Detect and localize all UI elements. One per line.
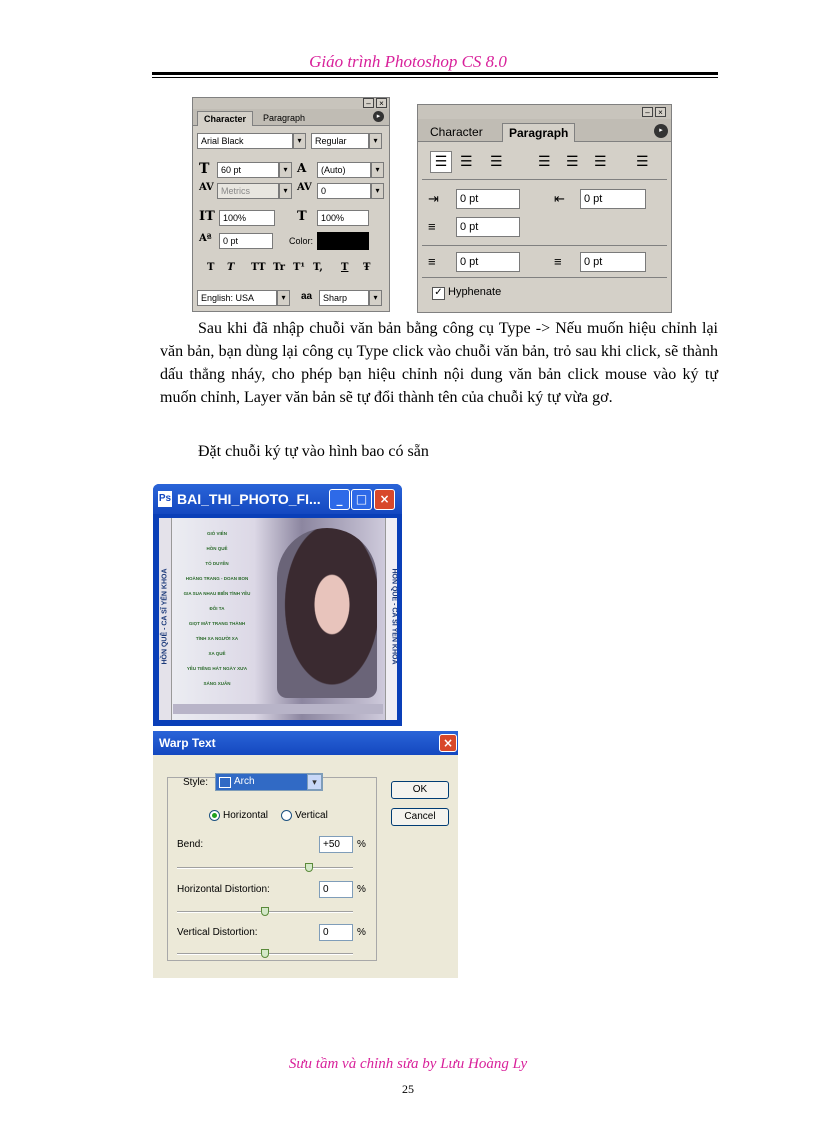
cover-bottom-strip: [173, 704, 383, 714]
vertical-distortion-percent: %: [357, 927, 366, 938]
align-center-icon[interactable]: ☰: [460, 153, 473, 169]
horizontal-scale-field[interactable]: 100%: [317, 210, 369, 226]
space-after-icon: ≡: [554, 254, 562, 269]
header-rule-thin: [152, 77, 718, 78]
vertical-distortion-slider-thumb[interactable]: [261, 949, 269, 958]
leading-icon: A: [297, 161, 307, 175]
close-icon[interactable]: ×: [374, 489, 395, 510]
header-rule: [152, 72, 718, 75]
footer-credit: Sưu tầm và chỉnh sửa by Lưu Hoàng Ly: [288, 1056, 528, 1072]
warp-text-dialog: [153, 731, 458, 978]
arch-icon: [219, 777, 231, 788]
underline-button[interactable]: T: [341, 262, 349, 273]
song-title: HỒN QUÊ: [206, 546, 228, 551]
tab-bar: [193, 109, 389, 126]
tab-paragraph[interactable]: Paragraph: [502, 123, 575, 142]
horizontal-distortion-percent: %: [357, 884, 366, 895]
bend-label: Bend:: [177, 839, 204, 850]
chevron-down-icon[interactable]: ▾: [371, 162, 384, 178]
hyphenate-label: Hyphenate: [448, 286, 502, 298]
faux-bold-button[interactable]: T: [207, 262, 215, 273]
space-after-field[interactable]: 0 pt: [580, 252, 646, 272]
chevron-down-icon[interactable]: ▾: [293, 133, 306, 149]
close-icon[interactable]: ×: [439, 734, 457, 752]
divider: [422, 179, 667, 180]
photoshop-file-icon: Ps: [158, 491, 172, 507]
chevron-down-icon[interactable]: ▾: [279, 162, 292, 178]
cancel-button[interactable]: Cancel: [391, 808, 449, 826]
paragraph-panel: [417, 104, 672, 313]
vertical-radio[interactable]: [281, 810, 292, 821]
song-title: XA QUÊ: [208, 651, 226, 656]
close-icon[interactable]: ×: [655, 107, 666, 117]
portrait-figure: [277, 528, 377, 698]
spine-left-text: HỒN QUÊ - CA SĨ YẾN KHOA: [161, 568, 169, 665]
tab-bar: [418, 119, 671, 142]
space-before-field[interactable]: 0 pt: [456, 252, 520, 272]
header-title: Giáo trình Photoshop CS 8.0: [309, 52, 507, 71]
horizontal-scale-icon: T: [297, 209, 307, 224]
hyphenate-checkbox[interactable]: ✓: [432, 287, 445, 300]
radio-dot: [212, 813, 217, 818]
page-number: 25: [402, 1082, 414, 1096]
spine-right-text: HỒN QUÊ - CA SĨ YẾN KHOA: [390, 568, 397, 665]
panel-titlebar: [193, 98, 389, 109]
color-label: Color:: [289, 236, 314, 246]
song-title: HOÀNG TRANG - DOAN BON: [185, 576, 249, 581]
antialias-icon: aa: [301, 291, 313, 302]
song-list: [175, 526, 259, 691]
song-title: GIA SUA NHAU BIỂN TÌNH YÊU: [183, 591, 251, 596]
space-before-icon: ≡: [428, 254, 436, 269]
song-title: GIÓ VIỄN: [206, 531, 227, 536]
justify-all-icon[interactable]: ☰: [636, 153, 649, 169]
panel-menu-icon[interactable]: ▸: [373, 111, 384, 122]
style-select[interactable]: Arch: [215, 773, 323, 791]
minimize-icon[interactable]: –: [642, 107, 653, 117]
antialias-field[interactable]: Sharp: [319, 290, 369, 306]
horizontal-label: Horizontal: [223, 810, 269, 821]
baseline-shift-icon: Aª: [199, 233, 212, 244]
horizontal-distortion-input[interactable]: 0: [319, 881, 353, 898]
song-title: TÌNH XA NGƯỜI XA: [195, 636, 239, 641]
style-buttons: [207, 262, 383, 278]
font-family-field[interactable]: Arial Black: [197, 133, 293, 149]
justify-last-right-icon[interactable]: ☰: [594, 153, 607, 169]
indent-left-icon: ⇥: [428, 191, 439, 206]
song-title: TÓ DUYÊN: [205, 561, 229, 566]
character-panel: [192, 97, 390, 312]
kerning-icon: AV: [199, 182, 214, 193]
style-label: Style:: [183, 777, 209, 788]
cover-spine-left: [159, 518, 172, 720]
indent-first-line-field[interactable]: 0 pt: [456, 217, 520, 237]
chevron-down-icon[interactable]: ▾: [371, 183, 384, 199]
window-titlebar[interactable]: [153, 484, 402, 514]
horizontal-distortion-slider-thumb[interactable]: [261, 907, 269, 916]
vertical-scale-field[interactable]: 100%: [219, 210, 275, 226]
window-title: BAI_THI_PHOTO_FI...: [177, 491, 321, 507]
font-style-field[interactable]: Regular: [311, 133, 369, 149]
song-title: SÁNG XUÂN: [203, 681, 231, 686]
minimize-icon[interactable]: –: [363, 98, 374, 108]
chevron-down-icon[interactable]: ▾: [369, 133, 382, 149]
cover-spine-right: [385, 518, 397, 720]
baseline-shift-field[interactable]: 0 pt: [219, 233, 273, 249]
divider: [422, 245, 667, 246]
strikethrough-button[interactable]: Ŧ: [363, 262, 371, 273]
body-paragraph-1: Sau khi đã nhập chuỗi văn bản bằng công cụ Type -> Nếu muốn hiệu chỉnh lại văn bản, bạn dùng lại công cụ Type click vào chuỗi văn bản, trỏ sau khi click, sẽ thành dấu thẳng nháy, cho phép bạn hiệu chỉnh nội dung văn bản click mouse vào ký tự muốn chỉnh, Layer văn bản sẽ tự đổi thành tên của chuỗi ký tự vừa gơ.: [160, 320, 718, 406]
tab-character[interactable]: Character: [197, 111, 253, 126]
song-title: GIỌT MẮT TRANG THÀNH: [188, 621, 246, 626]
small-caps-button[interactable]: Tr: [273, 262, 285, 273]
tracking-field[interactable]: 0: [317, 183, 371, 199]
justify-last-center-icon[interactable]: ☰: [566, 153, 579, 169]
indent-right-field[interactable]: 0 pt: [580, 189, 646, 209]
bend-slider-track[interactable]: [177, 867, 353, 869]
chevron-down-icon[interactable]: ▾: [277, 290, 290, 306]
tab-character[interactable]: Character: [430, 125, 483, 139]
leading-field[interactable]: (Auto): [317, 162, 371, 178]
align-left-icon[interactable]: ☰: [430, 151, 452, 173]
bend-slider-thumb[interactable]: [305, 863, 313, 872]
language-field[interactable]: English: USA: [197, 290, 277, 306]
horizontal-distortion-label: Horizontal Distortion:: [177, 884, 270, 895]
indent-first-line-icon: ≡: [428, 219, 436, 234]
dialog-titlebar[interactable]: [153, 731, 458, 755]
panel-titlebar: [418, 105, 671, 119]
superscript-button[interactable]: T¹: [293, 262, 305, 273]
album-cover-image: [159, 518, 397, 720]
vertical-label: Vertical: [295, 810, 328, 821]
chevron-down-icon[interactable]: ▾: [369, 290, 382, 306]
chevron-down-icon[interactable]: ▾: [307, 774, 322, 790]
indent-left-field[interactable]: 0 pt: [456, 189, 520, 209]
dialog-title: Warp Text: [159, 736, 216, 750]
font-size-field[interactable]: 60 pt: [217, 162, 279, 178]
justify-last-left-icon[interactable]: ☰: [538, 153, 551, 169]
divider: [422, 277, 667, 278]
kerning-field[interactable]: Metrics: [217, 183, 279, 199]
font-size-icon: T: [199, 161, 210, 177]
all-caps-button[interactable]: TT: [251, 262, 266, 273]
chevron-down-icon[interactable]: ▾: [279, 183, 292, 199]
faux-italic-button[interactable]: T: [227, 262, 235, 273]
ok-button[interactable]: OK: [391, 781, 449, 799]
maximize-icon[interactable]: □: [351, 489, 372, 510]
panel-menu-icon[interactable]: ▸: [654, 124, 668, 138]
minimize-icon[interactable]: _: [329, 489, 350, 510]
close-icon[interactable]: ×: [376, 98, 387, 108]
vertical-distortion-label: Vertical Distortion:: [177, 927, 258, 938]
photo-window: [153, 484, 402, 726]
vertical-distortion-input[interactable]: 0: [319, 924, 353, 941]
bend-input[interactable]: +50: [319, 836, 353, 853]
subscript-button[interactable]: T,: [313, 262, 323, 273]
tracking-icon: AV: [297, 182, 312, 193]
bend-percent: %: [357, 839, 366, 850]
tab-paragraph[interactable]: Paragraph: [263, 113, 306, 123]
vertical-scale-icon: IT: [199, 209, 215, 224]
song-title: YÊU TIẾNG HÁT NGÀY XƯA: [186, 666, 248, 671]
align-right-icon[interactable]: ☰: [490, 153, 503, 169]
body-paragraph-2: Đặt chuỗi ký tự vào hình bao có sẵn: [198, 443, 429, 460]
horizontal-radio[interactable]: [209, 810, 220, 821]
indent-right-icon: ⇤: [554, 191, 565, 206]
color-swatch[interactable]: [317, 232, 369, 250]
song-title: ĐÔI TA: [209, 606, 225, 611]
